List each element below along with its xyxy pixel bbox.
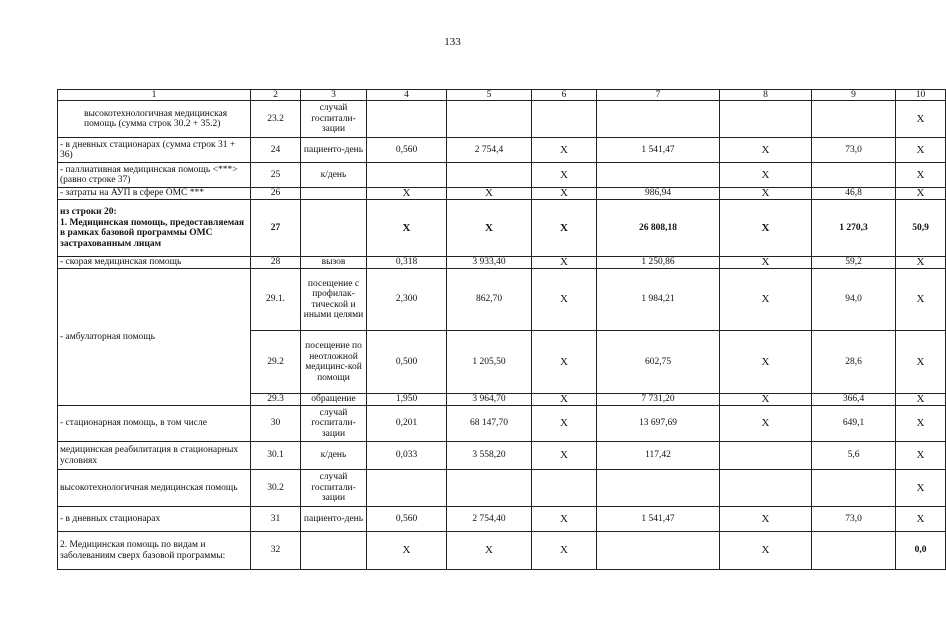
cell: X: [532, 163, 597, 188]
table-row: [58, 532, 946, 570]
cell: [367, 101, 447, 138]
row-unit: к/день: [301, 163, 367, 188]
cell: X: [367, 188, 447, 200]
cell: [812, 532, 896, 570]
cell: 0,033: [367, 442, 447, 470]
cell: X: [532, 188, 597, 200]
cell: X: [896, 138, 946, 163]
cell: X: [532, 394, 597, 406]
cell: 0,201: [367, 406, 447, 442]
cell: [597, 101, 720, 138]
cell: X: [896, 470, 946, 507]
row-label: - скорая медицинская помощь: [58, 257, 251, 269]
cell: 46,8: [812, 188, 896, 200]
cell: X: [720, 394, 812, 406]
cell: 7 731,20: [597, 394, 720, 406]
cell: X: [532, 331, 597, 394]
cell: X: [720, 200, 812, 257]
cell: 3 933,40: [447, 257, 532, 269]
row-label: - амбулаторная помощь: [58, 269, 251, 406]
cell: 59,2: [812, 257, 896, 269]
cell: X: [720, 532, 812, 570]
table-row: [58, 507, 946, 532]
row-unit: обращение: [301, 394, 367, 406]
row-unit: вызов: [301, 257, 367, 269]
table-row: [58, 163, 946, 188]
column-header: 8: [720, 90, 812, 101]
cell: [812, 163, 896, 188]
cell: [532, 101, 597, 138]
cell: 0,0: [896, 532, 946, 570]
cell: 1 270,3: [812, 200, 896, 257]
cell: [367, 470, 447, 507]
cell: 3 558,20: [447, 442, 532, 470]
row-label: из строки 20: 1. Медицинская помощь, предоставляемая в рамках базовой программы ОМС застрахованным лицам: [58, 200, 251, 257]
cell: X: [720, 138, 812, 163]
column-header: 3: [301, 90, 367, 101]
cell: X: [532, 406, 597, 442]
cell: X: [532, 507, 597, 532]
row-code: 29.2: [251, 331, 301, 394]
table-row: [58, 442, 946, 470]
row-code: 29.1.: [251, 269, 301, 331]
row-label: 2. Медицинская помощь по видам и заболеваниям сверх базовой программы:: [58, 532, 251, 570]
cell: X: [720, 331, 812, 394]
cell: X: [720, 188, 812, 200]
cell: X: [896, 101, 946, 138]
row-code: 31: [251, 507, 301, 532]
row-label: высокотехнологичная медицинская помощь (сумма строк 30.2 + 35.2): [58, 101, 251, 138]
row-unit: пациенто-день: [301, 138, 367, 163]
row-unit: посещение по неотложной медицинс-кой помощи: [301, 331, 367, 394]
row-unit: случай госпитали-зации: [301, 470, 367, 507]
cell: 2,300: [367, 269, 447, 331]
row-unit: посещение с профилак-тической и иными целями: [301, 269, 367, 331]
cell: [367, 163, 447, 188]
row-unit: [301, 532, 367, 570]
table-row: [58, 257, 946, 269]
cell: [720, 442, 812, 470]
row-label: - паллиативная медицинская помощь <***> (равно строке 37): [58, 163, 251, 188]
header-row: [58, 90, 946, 101]
row-code: 25: [251, 163, 301, 188]
cell: X: [532, 200, 597, 257]
row-unit: случай госпитали-зации: [301, 406, 367, 442]
cell: 5,6: [812, 442, 896, 470]
cell: X: [896, 163, 946, 188]
column-header: 4: [367, 90, 447, 101]
row-code: 26: [251, 188, 301, 200]
cell: X: [896, 442, 946, 470]
table-row: [58, 138, 946, 163]
cell: X: [447, 200, 532, 257]
table-row: [58, 200, 946, 257]
cell: [447, 101, 532, 138]
row-unit: к/день: [301, 442, 367, 470]
cell: 366,4: [812, 394, 896, 406]
table-row: [58, 470, 946, 507]
cell: 0,560: [367, 507, 447, 532]
cell: X: [532, 532, 597, 570]
cell: 986,94: [597, 188, 720, 200]
row-unit: [301, 200, 367, 257]
row-code: 30.1: [251, 442, 301, 470]
cell: [812, 470, 896, 507]
cell: X: [447, 188, 532, 200]
cell: 1 984,21: [597, 269, 720, 331]
cell: [447, 163, 532, 188]
cell: X: [447, 532, 532, 570]
cell: 1,950: [367, 394, 447, 406]
cell: 2 754,4: [447, 138, 532, 163]
cell: X: [532, 138, 597, 163]
cell: 0,318: [367, 257, 447, 269]
table-row: [58, 269, 946, 331]
row-label: - стационарная помощь, в том числе: [58, 406, 251, 442]
cell: 1 541,47: [597, 138, 720, 163]
cell: 28,6: [812, 331, 896, 394]
row-code: 30: [251, 406, 301, 442]
row-unit: [301, 188, 367, 200]
cell: X: [532, 442, 597, 470]
cell: X: [896, 394, 946, 406]
row-label: - затраты на АУП в сфере ОМС ***: [58, 188, 251, 200]
cell: X: [720, 257, 812, 269]
row-unit: пациенто-день: [301, 507, 367, 532]
cell: 862,70: [447, 269, 532, 331]
row-label: - в дневных стационарах (сумма строк 31 + 36): [58, 138, 251, 163]
column-header: 2: [251, 90, 301, 101]
row-code: 32: [251, 532, 301, 570]
column-header: 7: [597, 90, 720, 101]
cell: [597, 532, 720, 570]
cell: X: [720, 406, 812, 442]
cell: 649,1: [812, 406, 896, 442]
cell: X: [896, 507, 946, 532]
cell: 0,560: [367, 138, 447, 163]
cell: [597, 163, 720, 188]
cell: X: [896, 269, 946, 331]
cell: X: [720, 269, 812, 331]
row-label: - в дневных стационарах: [58, 507, 251, 532]
budget-table: [57, 89, 946, 570]
row-code: 24: [251, 138, 301, 163]
cell: 3 964,70: [447, 394, 532, 406]
cell: X: [367, 532, 447, 570]
column-header: 5: [447, 90, 532, 101]
cell: 94,0: [812, 269, 896, 331]
cell: X: [896, 188, 946, 200]
cell: 2 754,40: [447, 507, 532, 532]
cell: 26 808,18: [597, 200, 720, 257]
page-number: 133: [444, 36, 461, 48]
row-code: 29.3: [251, 394, 301, 406]
cell: 0,500: [367, 331, 447, 394]
column-header: 1: [58, 90, 251, 101]
row-label: медицинская реабилитация в стационарных условиях: [58, 442, 251, 470]
cell: [447, 470, 532, 507]
cell: 73,0: [812, 507, 896, 532]
cell: X: [896, 257, 946, 269]
cell: X: [720, 163, 812, 188]
cell: [532, 470, 597, 507]
cell: X: [896, 331, 946, 394]
table-row: [58, 188, 946, 200]
row-code: 28: [251, 257, 301, 269]
cell: X: [896, 406, 946, 442]
column-header: 9: [812, 90, 896, 101]
cell: X: [532, 257, 597, 269]
cell: 1 250,86: [597, 257, 720, 269]
table-row: [58, 101, 946, 138]
cell: X: [367, 200, 447, 257]
cell: [720, 470, 812, 507]
cell: 1 205,50: [447, 331, 532, 394]
cell: 13 697,69: [597, 406, 720, 442]
cell: [812, 101, 896, 138]
table-row: [58, 406, 946, 442]
cell: 50,9: [896, 200, 946, 257]
cell: 68 147,70: [447, 406, 532, 442]
column-header: 6: [532, 90, 597, 101]
cell: [597, 470, 720, 507]
column-header: 10: [896, 90, 946, 101]
cell: X: [532, 269, 597, 331]
cell: 117,42: [597, 442, 720, 470]
row-code: 27: [251, 200, 301, 257]
row-unit: случай госпитали-зации: [301, 101, 367, 138]
row-code: 30.2: [251, 470, 301, 507]
row-label: высокотехнологичная медицинская помощь: [58, 470, 251, 507]
cell: 73,0: [812, 138, 896, 163]
cell: 1 541,47: [597, 507, 720, 532]
cell: X: [720, 507, 812, 532]
cell: [720, 101, 812, 138]
row-code: 23.2: [251, 101, 301, 138]
cell: 602,75: [597, 331, 720, 394]
